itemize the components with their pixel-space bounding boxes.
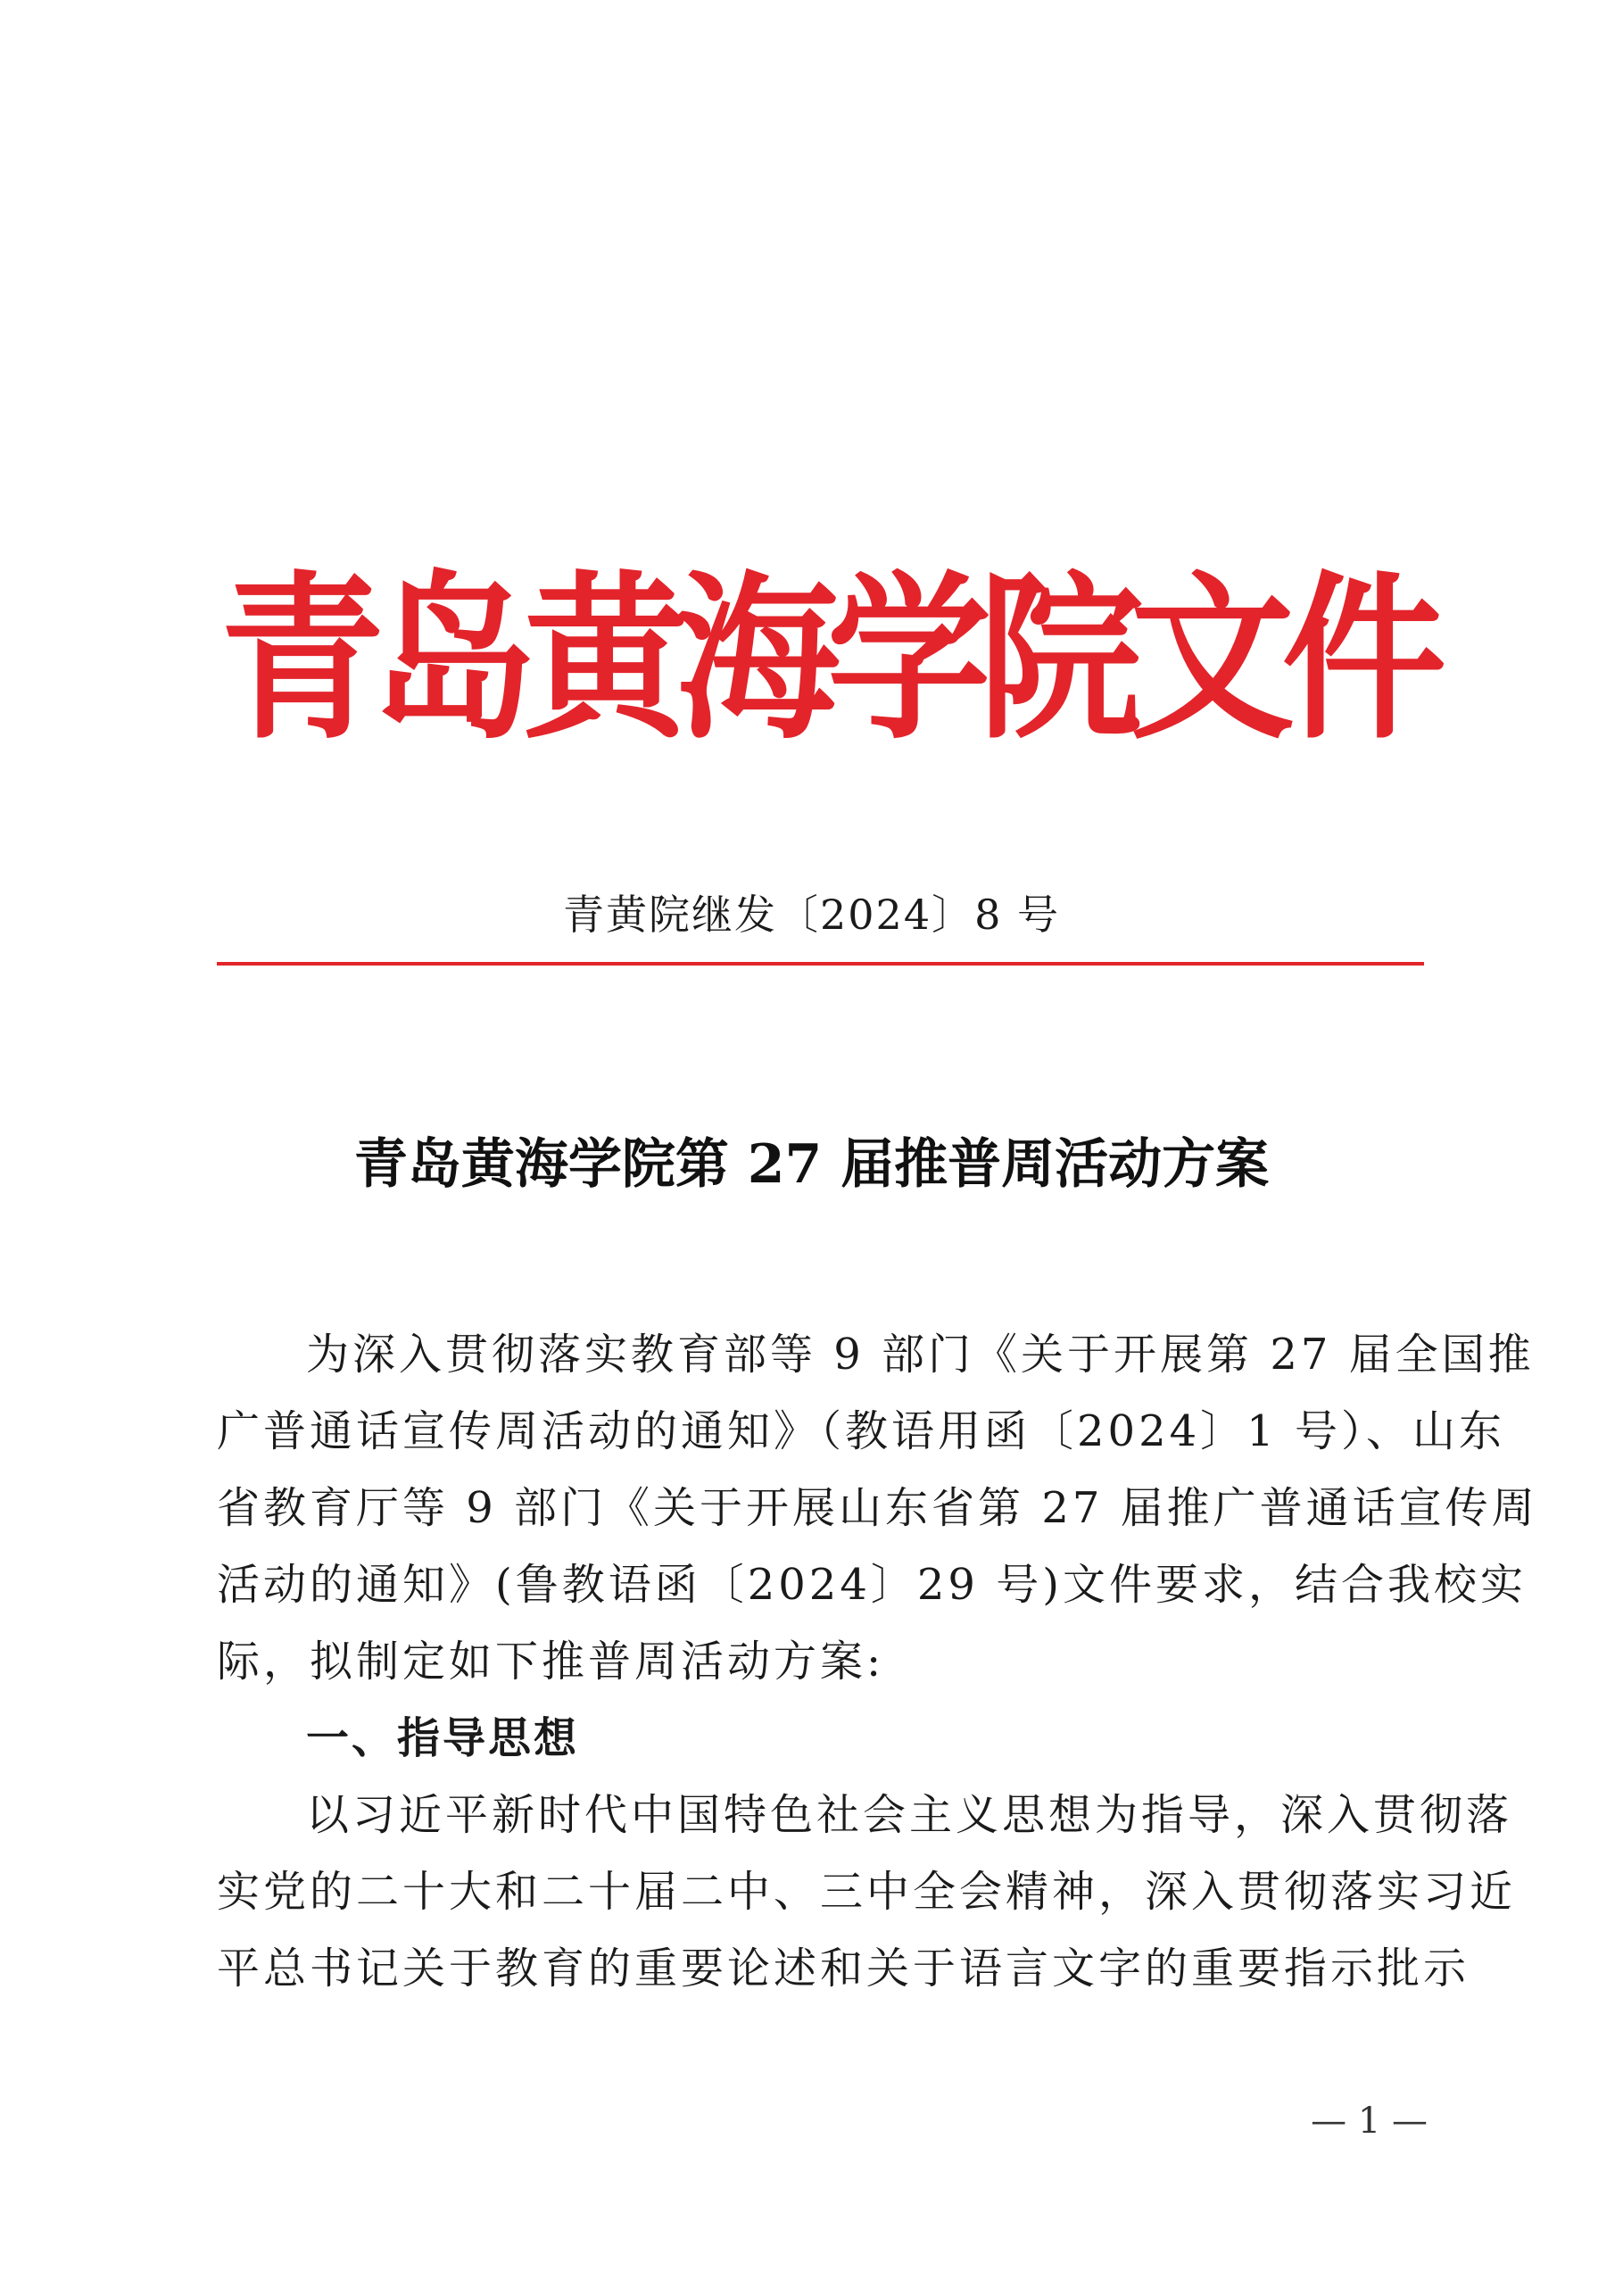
document-body — [217, 1316, 1538, 2007]
masthead-char: 岛 — [371, 556, 536, 764]
body-line: 活动的通知》(鲁教语函〔2024〕29 号)文件要求，结合我校实 — [217, 1560, 1527, 1610]
section-heading: 一、指导思想 — [306, 1713, 580, 1763]
body-line: 际，拟制定如下推普周活动方案: — [217, 1637, 885, 1687]
masthead-char: 学 — [826, 556, 991, 764]
masthead-char: 青 — [219, 556, 385, 764]
document-number: 青黄院继发〔2024〕8 号 — [563, 891, 1060, 939]
masthead-char: 海 — [675, 556, 840, 764]
page-number: — 1 — — [1311, 2101, 1428, 2142]
body-line: 平总书记关于教育的重要论述和关于语言文字的重要指示批示 — [217, 1944, 1470, 1993]
masthead-char: 文 — [1130, 556, 1295, 764]
red-separator-line — [217, 962, 1424, 966]
body-line: 以习近平新时代中国特色社会主义思想为指导，深入贯彻落 — [306, 1790, 1513, 1840]
masthead-char: 院 — [978, 556, 1143, 764]
masthead-char: 黄 — [523, 556, 688, 764]
body-line: 广普通话宣传周活动的通知》（教语用函〔2024〕1 号）、山东 — [217, 1406, 1505, 1456]
document-title: 青岛黄海学院第 27 届推普周活动方案 — [353, 1133, 1270, 1196]
body-line: 省教育厅等 9 部门《关于开展山东省第 27 届推广普通话宣传周 — [217, 1483, 1538, 1533]
body-line: 实党的二十大和二十届二中、三中全会精神，深入贯彻落实习近 — [217, 1867, 1517, 1917]
masthead-title — [214, 553, 1446, 767]
masthead-char: 件 — [1281, 556, 1446, 764]
body-line: 为深入贯彻落实教育部等 9 部门《关于开展第 27 届全国推 — [306, 1330, 1535, 1380]
